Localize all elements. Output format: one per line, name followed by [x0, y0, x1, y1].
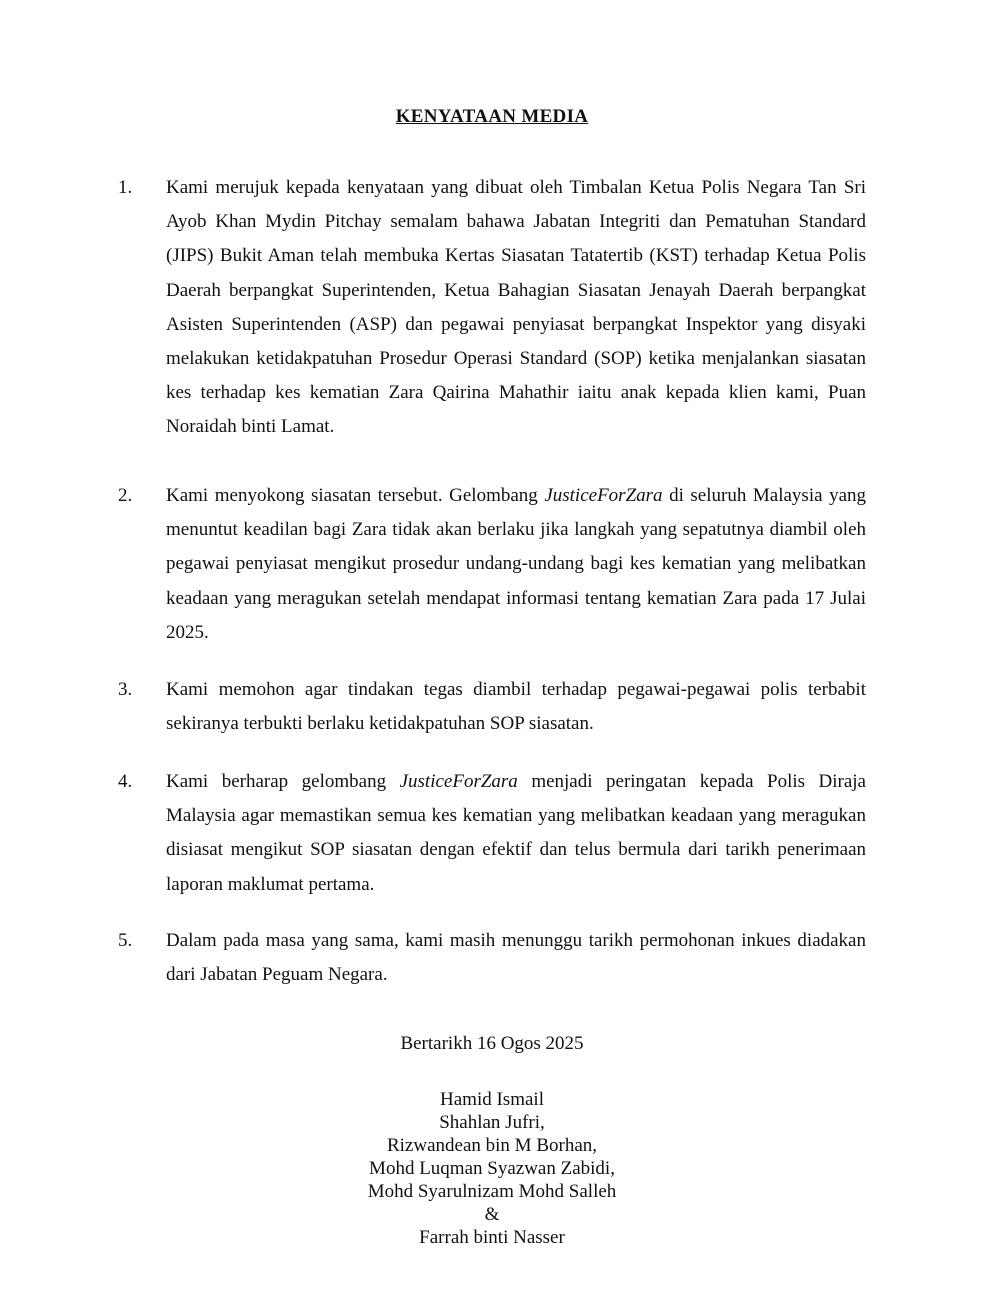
- signatories-block: [0, 1088, 984, 1249]
- paragraph-4: [118, 765, 866, 902]
- paragraph-text: Kami merujuk kepada kenyataan yang dibuat oleh Timbalan Ketua Polis Negara Tan Sri Ayob Khan Mydin Pitchay semalam bahawa Jabatan Integriti dan Pematuhan Standard (JIPS) Bukit Aman telah membuka Kertas Siasatan Tatatertib (KST) terhadap Ketua Polis Daerah berpangkat Superintenden, Ketua Bahagian Siasatan Jenayah Daerah berpangkat Asisten Superintenden (ASP) dan pegawai penyiasat berpangkat Inspektor yang disyaki melakukan ketidakpatuhan Prosedur Operasi Standard (SOP) ketika menjalankan siasatan kes terhadap kes kematian Zara Qairina Mahathir iaitu anak kepada klien kami, Puan Noraidah binti Lamat.: [166, 177, 866, 438]
- text-segment: Kami menyokong siasatan tersebut. Gelombang: [166, 485, 545, 506]
- ampersand: &: [484, 1204, 500, 1225]
- signatory: Mohd Syarulnizam Mohd Salleh: [367, 1181, 617, 1202]
- paragraph-number: 3.: [118, 679, 133, 700]
- hashtag-italic: JusticeForZara: [544, 485, 663, 506]
- paragraph-text: Kami memohon agar tindakan tegas diambil terhadap pegawai-pegawai polis terbabit sekiranya terbukti berlaku ketidakpatuhan SOP siasatan.: [166, 679, 866, 735]
- text-segment: Kami berharap gelombang: [166, 771, 400, 792]
- paragraph-number: 2.: [118, 485, 133, 506]
- paragraph-5: [118, 924, 866, 992]
- paragraph-text: [166, 765, 866, 902]
- hashtag-italic: JusticeForZara: [399, 771, 518, 792]
- paragraph-2: [118, 479, 866, 650]
- paragraph-text: Dalam pada masa yang sama, kami masih menunggu tarikh permohonan inkues diadakan dari Jabatan Peguam Negara.: [166, 930, 866, 986]
- paragraph-number: 5.: [118, 930, 133, 951]
- date-line: Bertarikh 16 Ogos 2025: [400, 1033, 584, 1054]
- signatory: Rizwandean bin M Borhan,: [386, 1135, 597, 1156]
- paragraph-number: 1.: [118, 177, 133, 198]
- text-segment: menjadi peringatan kepada Polis Diraja Malaysia agar memastikan semua kes kematian yang melibatkan keadaan yang meragukan disiasat mengikut SOP siasatan dengan efektif dan telus bermula dari tarikh penerimaan laporan maklumat pertama.: [166, 771, 866, 895]
- signatory: Hamid Ismail: [440, 1089, 544, 1110]
- paragraph-text: [166, 479, 866, 650]
- paragraph-1: [118, 171, 866, 445]
- signatory: Shahlan Jufri,: [439, 1112, 545, 1133]
- signatory: Mohd Luqman Syazwan Zabidi,: [369, 1158, 615, 1179]
- paragraph-3: [118, 673, 866, 741]
- document-title: KENYATAAN MEDIA: [395, 106, 589, 127]
- text-segment: di seluruh Malaysia yang menuntut keadilan bagi Zara tidak akan berlaku jika langkah yang sepatutnya diambil oleh pegawai penyiasat mengikut prosedur undang-undang bagi kes kematian yang melibatkan keadaan yang meragukan setelah mendapat informasi tentang kematian Zara pada 17 Julai 2025.: [166, 485, 867, 643]
- paragraph-number: 4.: [118, 771, 133, 792]
- signatory: Farrah binti Nasser: [419, 1227, 565, 1248]
